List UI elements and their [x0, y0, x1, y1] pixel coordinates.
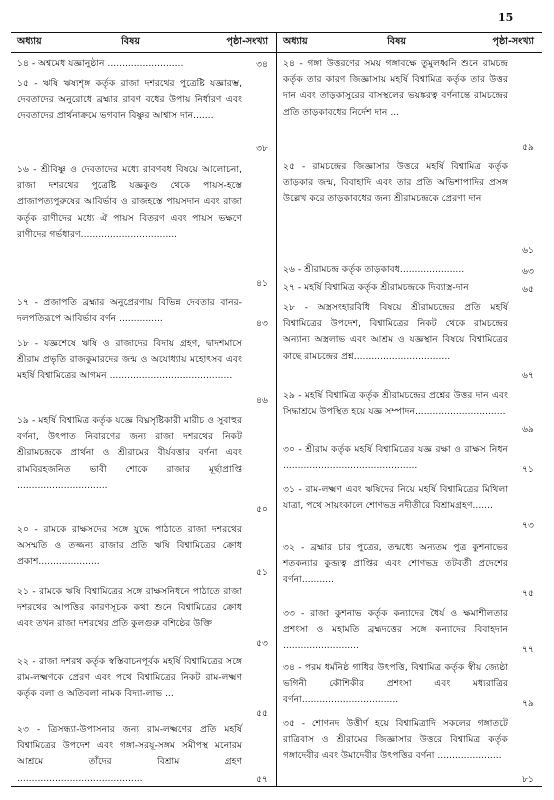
header-chapter: অধ্যায়: [283, 35, 308, 47]
entry-text: ২৬ - শ্রীরামচন্দ্র কর্তৃক তাড়কাবধ......................: [283, 264, 465, 275]
toc-entry: [277, 442, 542, 478]
entry-text: ৩৪ - পরম ধর্মনিষ্ঠ গাধির উৎপত্তি, বিশ্বামিত্র কর্তৃক স্বীয় জ্যেষ্ঠা ভগিনী কৌশিকীর প্রশংসা এবং মধ্যরাত্রির বর্ণনা.................................: [283, 662, 508, 706]
toc-entry: [11, 336, 276, 409]
header-chapter: অধ্যায়: [17, 35, 42, 47]
entry-page: ৫৩: [256, 637, 268, 649]
entry-page: ৫১: [256, 566, 268, 578]
entry-page: ৪৬: [256, 394, 268, 406]
toc-entry: [277, 606, 542, 658]
toc-entry: [11, 295, 276, 332]
entry-text: ২৮ - অস্ত্রসংহারবিধি বিষয়ে শ্রীরামচন্দ্রের প্রতি মহর্ষি বিশ্বামিত্রের উপদেশ, বিশ্বামিত্রের নিকট থেকে রামচন্দ্রের অন্যান্য অস্ত্রলাভ এবং আশ্রম ও যজ্ঞস্থান বিষয়ে বিশ্বামিত্রের কাছে রামচন্দ্রের প্রশ্ন.................................: [283, 302, 508, 362]
header-page: পৃষ্ঠা-সংখ্যা: [492, 35, 534, 47]
entry-text: ৩৫ - শোণনদ উত্তীর্ণ হয়ে বিশ্বামিত্রাদি সকলের গঙ্গাতটে রাত্রিবাস ও শ্রীরামের জিজ্ঞাসার উত্তরে বিশ্বামিত্র কর্তৃক গঙ্গাদেবীর এবং উমাদেবীর উৎপত্তির বর্ণনা ......................: [283, 718, 508, 762]
entry-page: ৪৩: [256, 317, 268, 329]
toc-entry: [277, 540, 542, 602]
entry-page: ৭৫: [522, 587, 534, 599]
entry-text: ৩৩ - রাজা কুশনাভ কর্তৃক কন্যাদের ধৈর্য ও ক্ষমাশীলতার প্রশংসা ও মহামতি ব্রহ্মদত্তের সঙ্গে কন্যাদের বিবাহদান ..........................: [283, 608, 508, 652]
entry-page: ৭১: [522, 463, 534, 475]
entry-text: ১৪ - অশ্বমেধ যজ্ঞানুষ্ঠান ..........................: [17, 58, 184, 69]
toc-entry: [277, 300, 542, 384]
entry-text: ২০ - রামকে রাক্ষসদের সঙ্গে যুদ্ধে পাঠাতে রাজা দশরথের অসম্মতি ও তজ্জন্য রাজার প্রতি ঋষি বিশ্বামিত্রের ক্রোধ প্রকাশ.....................: [17, 524, 242, 568]
entry-page: ৮১: [522, 773, 534, 785]
entry-text: ২৯ - মহর্ষি বিশ্বামিত্র কর্তৃক শ্রীরামচন্দ্রের প্রশ্নের উত্তর দান এবং সিদ্ধাশ্রমে উপস্থিত হয়ে যজ্ঞ সম্পাদন...............................: [283, 390, 508, 418]
page-number: 15: [498, 11, 514, 24]
entry-page: ৩৪: [256, 58, 268, 70]
left-column: [11, 32, 276, 785]
entry-page: ৬৭: [522, 369, 534, 381]
entry-page: ৬১: [522, 244, 534, 256]
column-header: [277, 32, 542, 52]
entry-text: ২৭ - মহর্ষি বিশ্বামিত্র কর্তৃক শ্রীরামচন্দ্রকে দিব্যাস্ত্র-দান: [283, 282, 469, 293]
toc-entry: [277, 159, 542, 259]
header-page: পৃষ্ঠা-সংখ্যা: [226, 35, 268, 47]
toc-entry: [11, 522, 276, 581]
header-subject: বিষয়: [121, 35, 140, 47]
entry-page: ৭৭: [522, 643, 534, 655]
toc-entry: [11, 722, 276, 788]
toc-entry: [277, 56, 542, 156]
table-of-contents: [11, 32, 542, 787]
entry-text: ১৬ - শ্রীবিষ্ণু ও দেবতাদের মধ্যে রাবণবধ বিষয়ে আলোচনা, রাজা দশরথের পুত্রেষ্টি যজ্ঞকুণ্ড থেকে পায়স-হস্তে প্রাজাপত্যপুরুষের আবির্ভাব ও রাজহস্তে পায়সদান এবং রাজা কর্তৃক রাণীদের মধ্যে ঐ পায়স বিতরণ এবং পায়স ভক্ষণে রাণীদের গর্ভধারণ.................................: [17, 164, 242, 240]
entry-page: ৫৭: [256, 773, 268, 785]
entry-text: ৩০ - শ্রীরাম কর্তৃক মহর্ষি বিশ্বামিত্রের যজ্ঞ রক্ষা ও রাক্ষস নিধন ..............................................: [283, 444, 508, 472]
toc-entry: [277, 388, 542, 438]
header-subject: বিষয়: [387, 35, 406, 47]
toc-entry: [11, 654, 276, 722]
entry-page: ৬৩: [522, 265, 534, 277]
entry-text: ১৭ - প্রজাপতি ব্রহ্মার অনুপ্রেরণায় বিভিন্ন দেবতার বানর-দলপতিরূপে আবির্ভাব বর্ণন ...............: [17, 297, 242, 325]
entry-page: ৩৮: [256, 142, 268, 154]
entry-page: ৭৩: [522, 519, 534, 531]
entry-text: ৩২ - ব্রহ্মার চার পুত্রের, তন্মধ্যে অন্যতম পুত্র কুশনাভের শতকন্যার কুব্জত্ব প্রাপ্তির এবং শোণভদ্র তটবর্তী প্রদেশের বর্ণনা...........: [283, 542, 508, 586]
column-header: [11, 32, 276, 52]
entry-text: ১৮ - যজ্ঞশেষে ঋষি ও রাজাদের বিদায় গ্রহণ, দ্বাদশমাসে শ্রীরাম প্রভৃতি রাজকুমারদের জন্ম ও অযোধ্যায় মহোৎসব এবং মহর্ষি বিশ্বামিত্রের আগমন ..........................................: [17, 338, 242, 382]
toc-entry: [11, 584, 276, 652]
toc-entry: [11, 413, 276, 518]
entry-text: ৩১ - রাম-লক্ষ্মণ এবং ঋষিদের নিয়ে মহর্ষি বিশ্বামিত্রের মিথিলা যাত্রা, পথে সায়ংকালে শোণভদ্র নদীতীরে বিশ্রামগ্রহণ.......: [283, 484, 508, 512]
entry-text: ১৫ - ঋষি ঋষ্যশৃঙ্গ কর্তৃক রাজা দশরথের পুত্রেষ্টি যজ্ঞারম্ভ, দেবতাদের অনুরোধে ব্রহ্মার রাবণ বধের উপায় নির্ধারণ এবং দেবতাদের প্রার্থনাক্রমে ভগবান বিষ্ণুর আশ্বাস দান.......: [17, 78, 242, 122]
entry-page: ৪১: [256, 277, 268, 289]
entry-text: ২১ - রামকে ঋষি বিশ্বামিত্রের সঙ্গে রাক্ষসনিধনে পাঠাতে রাজা দশরথের আপত্তির কারণসূচক কথা শুনে বিশ্বামিত্রের ক্রোধ এবং তখন রাজা দশরথের প্রতি কুলগুরু বশিষ্ঠের উক্তি: [17, 586, 242, 630]
entry-page: ৫৯: [522, 141, 534, 153]
entry-text: ১৯ - মহর্ষি বিশ্বামিত্র কর্তৃক যজ্ঞে বিঘ্নসৃষ্টিকারী মারীচ ও সুবাহুর বর্ণনা, উৎপাত নিবারণের জন্য রাজা দশরথের নিকট শ্রীরামচন্দ্রকে প্রার্থনা ও শ্রীরামের বীর্যবত্তার বর্ণনা এবং রামবিরহজনিত ভাবী শোকে রাজার মূর্ছাপ্রাপ্তি ...............................: [17, 415, 242, 491]
toc-entry: [11, 162, 276, 292]
entry-page: ৫৫: [256, 707, 268, 719]
toc-entry: [277, 262, 542, 280]
entry-text: ২৪ - গঙ্গা উত্তরণের সময় গঙ্গাবক্ষে তুমুলধ্বনি শুনে রামচন্দ্র কর্তৃক তার কারণ জিজ্ঞাসায় মহর্ষি বিশ্বামিত্র কর্তৃক তার উত্তর দান এবং তাড়কাসুরের বাসস্থলের ভয়ঙ্করত্ব বর্ণনান্তে রামচন্দ্রের প্রতি তাড়কাবধের নির্দেশ দান ...: [283, 58, 508, 118]
entry-text: ২৩ - ত্রিসন্ধ্যা-উপাসনার জন্য রাম-লক্ষ্মণের প্রতি মহর্ষি বিশ্বামিত্রের উপদেশ এবং গঙ্গা-সরযূ-সঙ্গম সমীপস্থ মনোরম আশ্রমে তাঁদের বিশ্রাম গ্রহণ ...........................................: [17, 724, 242, 784]
toc-entry: [11, 76, 276, 157]
entry-text: ২৫ - রামচন্দ্রের জিজ্ঞাসার উত্তরে মহর্ষি বিশ্বামিত্র কর্তৃক তাড়কার জন্ম, বিবাহাদি এবং তার প্রতি অভিশাপাদির প্রসঙ্গ উল্লেখ করে তাড়কাবধের জন্য শ্রীরামচন্দ্রকে প্রেরণা দান: [283, 161, 508, 205]
entry-page: ৭৯: [522, 697, 534, 709]
toc-entry: [277, 716, 542, 788]
toc-entry: [277, 660, 542, 712]
toc-entry: [277, 482, 542, 534]
entry-page: ৬৫: [522, 283, 534, 295]
entry-text: ২২ - রাজা দশরথ কর্তৃক স্বস্তিবাচনপূর্বক মহর্ষি বিশ্বামিত্রের সঙ্গে রাম-লক্ষ্মণকে প্রেরণ এবং পথে বিশ্বামিত্রের নিকট রাম-লক্ষ্মণ কর্তৃক বলা ও অতিবলা নামক বিদ্যা-লাভ ...: [17, 656, 242, 700]
entry-page: ৬৯: [522, 423, 534, 435]
toc-entry: [11, 56, 276, 73]
toc-entry: [277, 280, 542, 298]
right-column: [277, 32, 542, 785]
entry-page: ৫০: [256, 503, 268, 515]
